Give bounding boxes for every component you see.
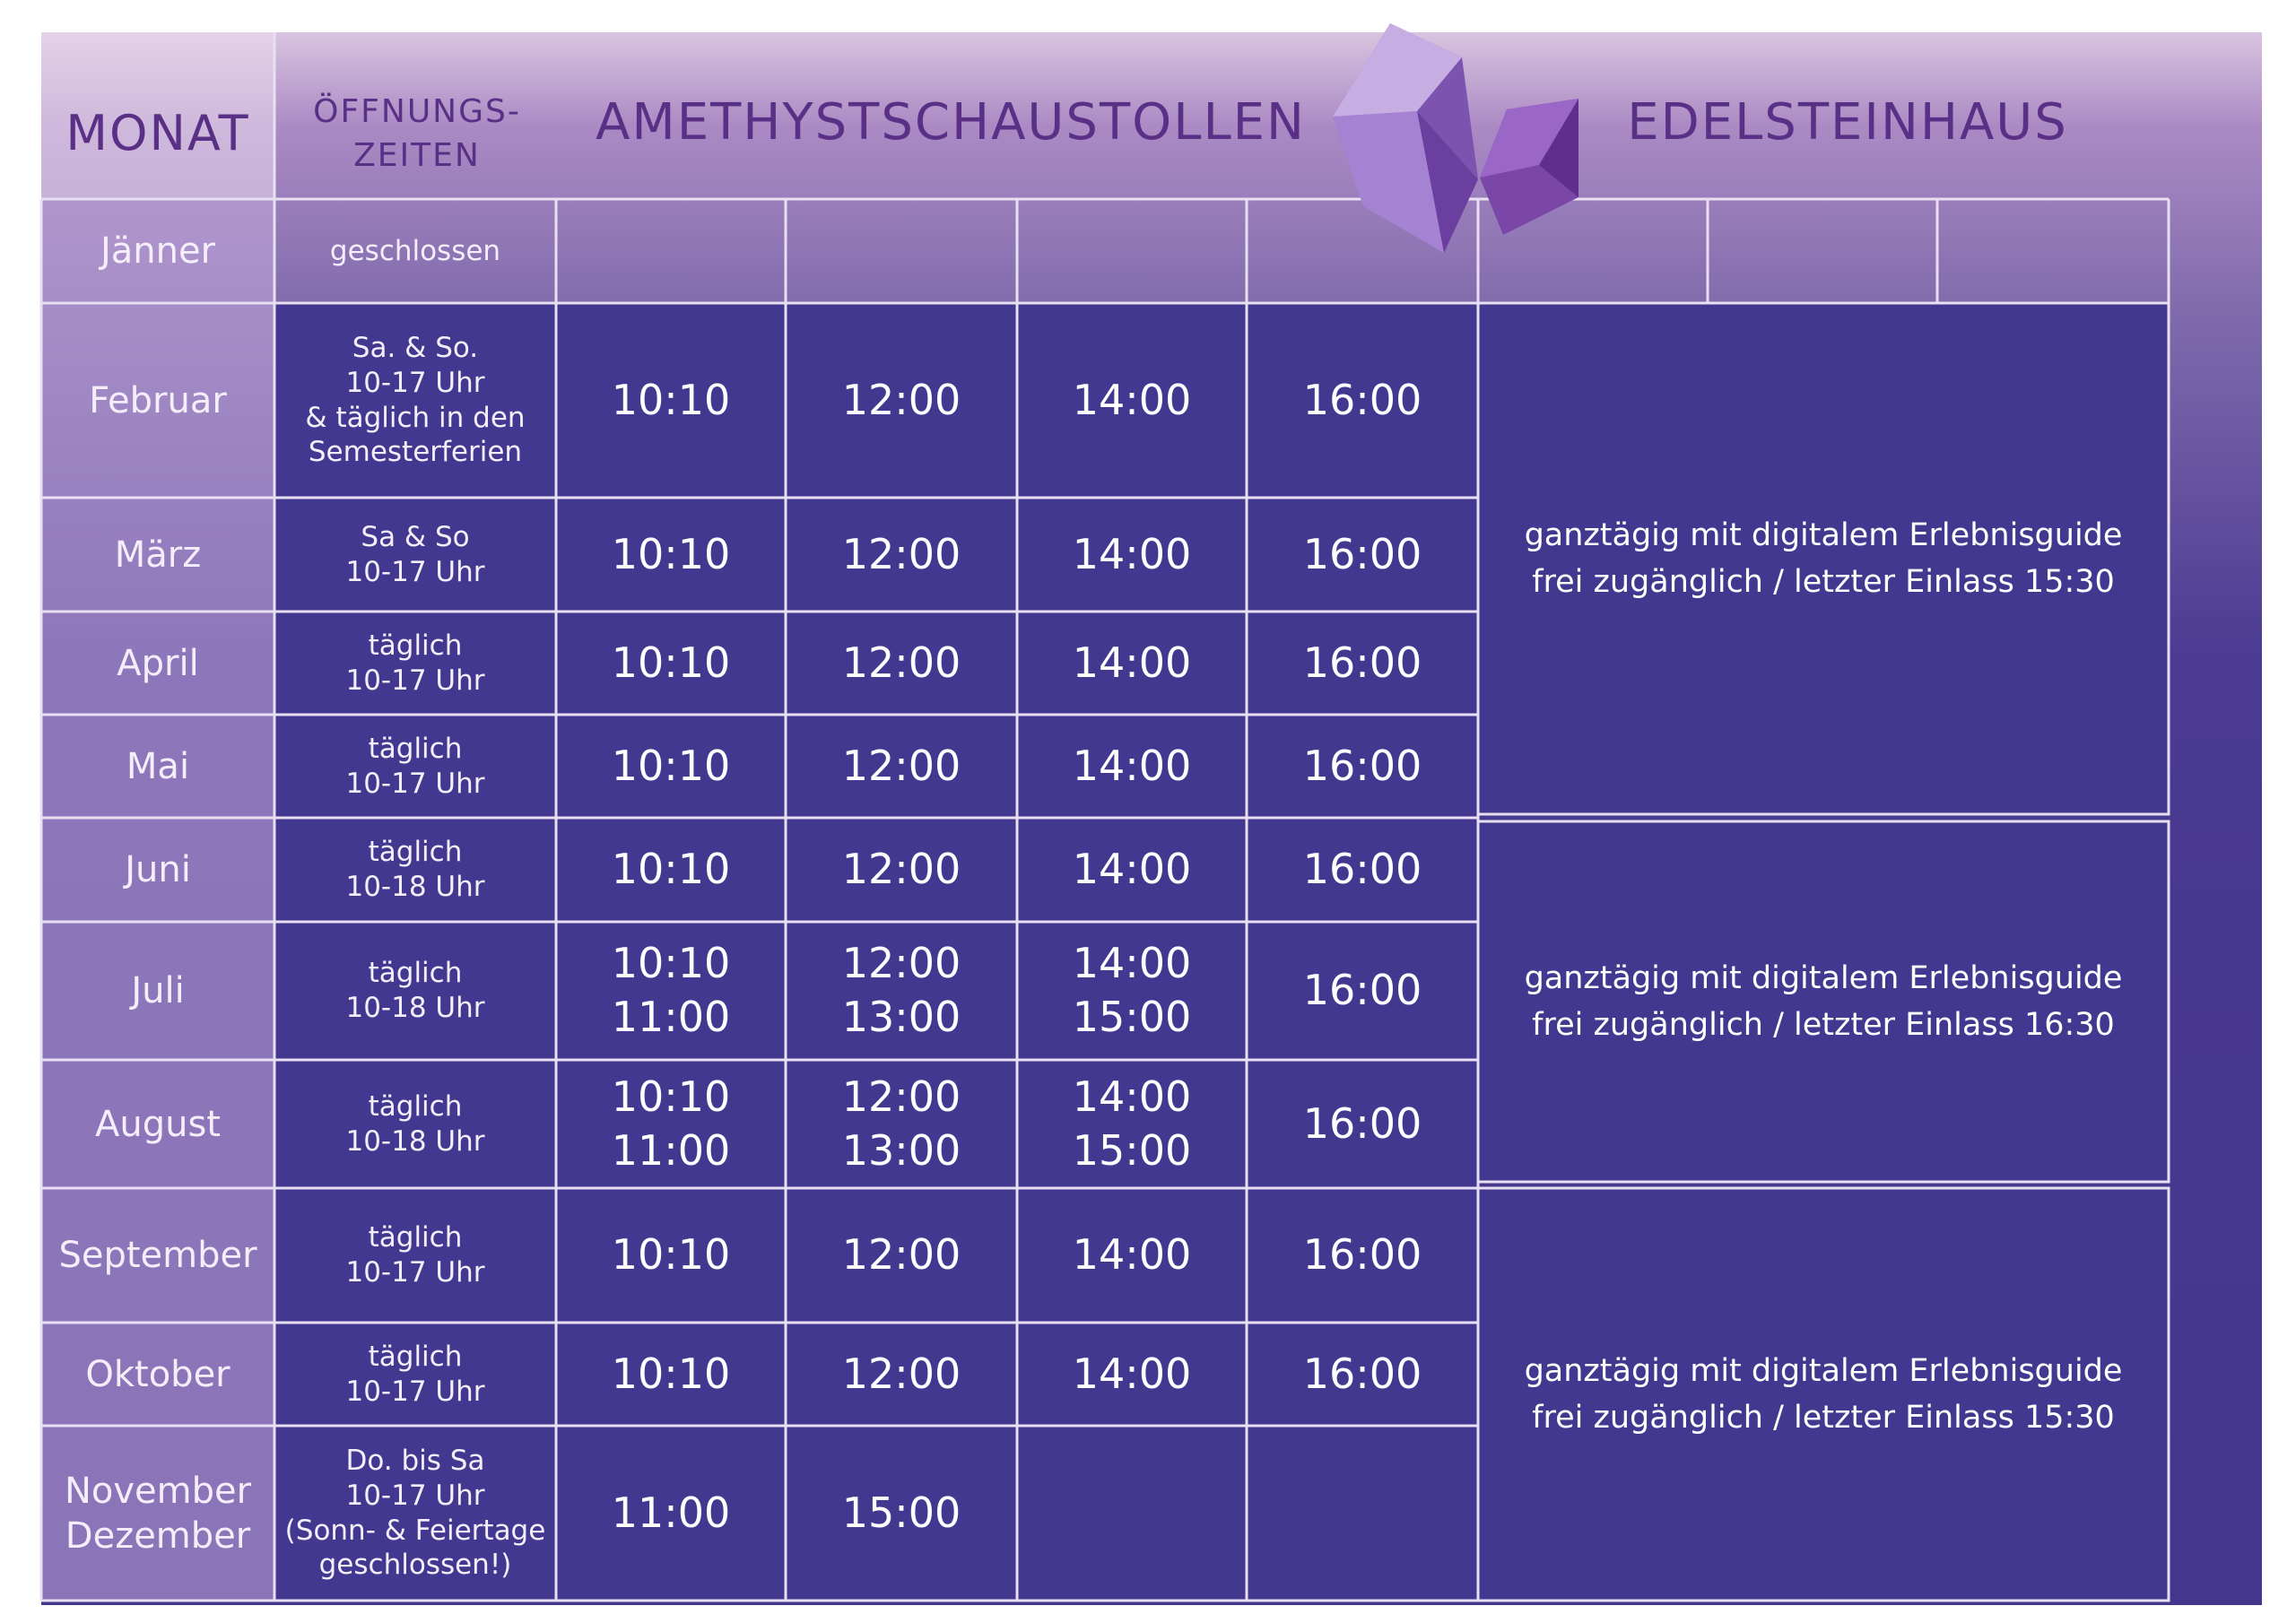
tour-time-cell: 10:10 bbox=[611, 741, 731, 790]
tour-time-cell: 14:00 bbox=[1072, 638, 1192, 687]
opening-hours-cell: täglich 10-18 Uhr bbox=[345, 1089, 485, 1158]
tour-time-cell: 14:00 bbox=[1072, 375, 1192, 424]
tour-time-cell: 12:00 bbox=[841, 375, 961, 424]
tour-time-cell: 16:00 bbox=[1302, 966, 1422, 1015]
header-edelsteinhaus: EDELSTEINHAUS bbox=[1627, 92, 2068, 152]
month-cell: Februar bbox=[89, 379, 227, 421]
tour-time-cell: 16:00 bbox=[1302, 741, 1422, 790]
opening-hours-cell: täglich 10-17 Uhr bbox=[345, 629, 485, 697]
tour-time-cell: 14:00 15:00 bbox=[1072, 939, 1192, 1041]
tour-time-cell: 16:00 bbox=[1302, 638, 1422, 687]
tour-time-cell: 14:00 bbox=[1072, 1230, 1192, 1280]
tour-time-cell: 10:10 bbox=[611, 1349, 731, 1398]
tour-time-cell bbox=[1247, 199, 1478, 303]
tour-time-cell: 16:00 bbox=[1302, 1349, 1422, 1398]
tour-time-cell: 12:00 bbox=[841, 638, 961, 687]
header-amethystschaustollen: AMETHYSTSCHAUSTOLLEN bbox=[596, 92, 1306, 152]
month-cell: September bbox=[58, 1235, 257, 1276]
tour-time-cell: 14:00 bbox=[1072, 741, 1192, 790]
tour-time-cell bbox=[1017, 199, 1247, 303]
tour-time-cell: 12:00 bbox=[841, 845, 961, 894]
tour-time-cell bbox=[1017, 1426, 1247, 1601]
edelsteinhaus-note: ganztägig mit digitalem Erlebnisguide frei zugänglich / letzter Einlass 15:30 bbox=[1524, 1352, 2123, 1436]
tour-time-cell: 12:00 bbox=[841, 1349, 961, 1398]
edelsteinhaus-note: ganztägig mit digitalem Erlebnisguide frei zugänglich / letzter Einlass 16:30 bbox=[1524, 959, 2123, 1043]
month-cell: Juli bbox=[131, 970, 185, 1011]
opening-hours-cell: Do. bis Sa 10-17 Uhr (Sonn- & Feiertage geschlossen!) bbox=[284, 1445, 546, 1582]
month-cell: August bbox=[95, 1103, 221, 1145]
header-month: MONAT bbox=[65, 104, 250, 161]
tour-time-cell: 12:00 bbox=[841, 741, 961, 790]
tour-time-cell: 16:00 bbox=[1302, 1098, 1422, 1148]
month-cell: Mai bbox=[126, 745, 190, 787]
tour-time-cell bbox=[556, 199, 786, 303]
tour-time-cell: 14:00 bbox=[1072, 1349, 1192, 1398]
month-cell: November Dezember bbox=[64, 1470, 252, 1557]
opening-hours-cell: geschlossen bbox=[329, 234, 501, 267]
edelsteinhaus-note: ganztägig mit digitalem Erlebnisguide frei zugänglich / letzter Einlass 15:30 bbox=[1524, 516, 2123, 600]
tour-time-cell: 16:00 bbox=[1302, 529, 1422, 578]
opening-hours-cell: täglich 10-17 Uhr bbox=[345, 732, 485, 800]
tour-time-cell bbox=[786, 199, 1017, 303]
opening-hours-cell: täglich 10-17 Uhr bbox=[345, 1340, 485, 1408]
month-cell: Jänner bbox=[100, 230, 216, 272]
month-cell: Oktober bbox=[85, 1353, 230, 1395]
month-cell: März bbox=[114, 534, 202, 576]
tour-time-cell: 16:00 bbox=[1302, 1230, 1422, 1280]
opening-hours-cell: täglich 10-18 Uhr bbox=[345, 836, 485, 903]
month-cell: Juni bbox=[125, 849, 191, 890]
opening-hours-cell: Sa. & So. 10-17 Uhr & täglich in den Semesterferien bbox=[305, 332, 526, 469]
tour-time-cell: 10:10 bbox=[611, 529, 731, 578]
tour-time-cell: 12:00 13:00 bbox=[841, 939, 961, 1041]
opening-hours-cell: Sa & So 10-17 Uhr bbox=[345, 520, 485, 588]
tour-time-cell: 10:10 11:00 bbox=[611, 1072, 731, 1175]
tour-time-cell: 10:10 bbox=[611, 1230, 731, 1280]
tour-time-cell: 10:10 bbox=[611, 638, 731, 687]
tour-time-cell: 14:00 bbox=[1072, 529, 1192, 578]
tour-time-cell: 10:10 bbox=[611, 845, 731, 894]
tour-time-cell: 12:00 bbox=[841, 529, 961, 578]
tour-time-cell: 12:00 bbox=[841, 1230, 961, 1280]
tour-time-cell: 14:00 bbox=[1072, 845, 1192, 894]
tour-time-cell: 16:00 bbox=[1302, 375, 1422, 424]
tour-time-cell bbox=[1247, 1426, 1478, 1601]
header-opening-hours: ÖFFNUNGS- ZEITEN bbox=[313, 93, 521, 174]
opening-hours-cell: täglich 10-18 Uhr bbox=[345, 957, 485, 1024]
tour-time-cell: 10:10 11:00 bbox=[611, 939, 731, 1041]
opening-hours-cell: täglich 10-17 Uhr bbox=[345, 1221, 485, 1289]
tour-time-cell: 14:00 15:00 bbox=[1072, 1072, 1192, 1175]
tour-time-cell: 11:00 bbox=[611, 1488, 731, 1537]
month-cell: April bbox=[117, 642, 199, 684]
tour-time-cell: 16:00 bbox=[1302, 845, 1422, 894]
tour-time-cell: 12:00 13:00 bbox=[841, 1072, 961, 1175]
tour-time-cell: 10:10 bbox=[611, 375, 731, 424]
tour-time-cell: 15:00 bbox=[841, 1488, 961, 1537]
